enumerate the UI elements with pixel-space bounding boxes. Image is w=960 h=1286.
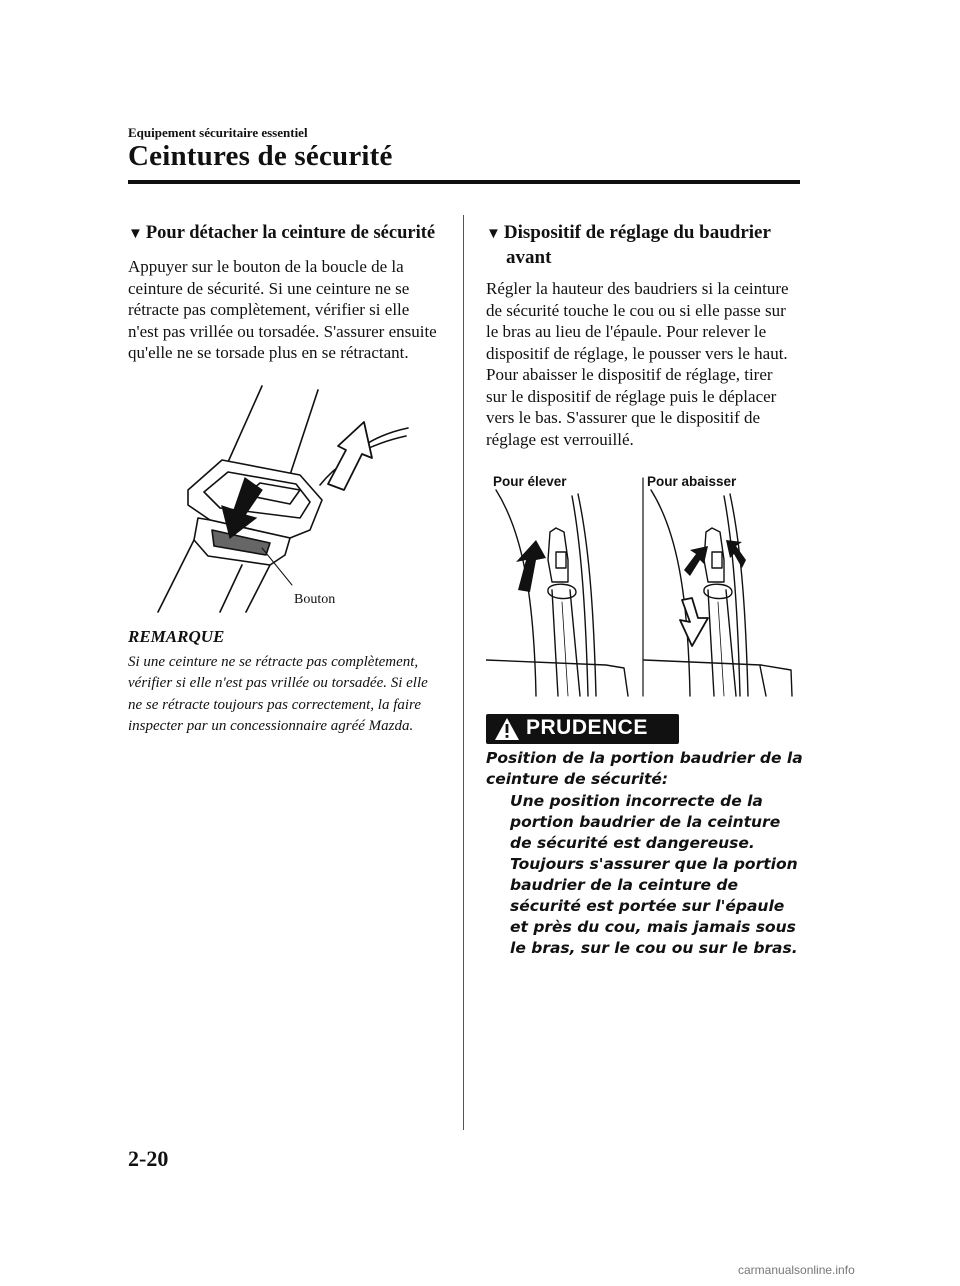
- note-title: REMARQUE: [128, 627, 225, 646]
- caution-text: Une position incorrecte de la portion baudrier de la ceinture de sécurité est dangereuse. Toujours s'assurer que la portion baudrier de la ceinture de sécurité est portée sur l'épaule et près du cou, mais jamais sous le bras, sur le cou ou sur le bras.: [510, 792, 798, 957]
- warning-triangle-icon: [494, 717, 520, 741]
- note-text: Si une ceinture ne se rétracte pas complètement, vérifier si elle n'est pas vrillée ou torsadée. Si elle ne se rétracte toujours pas correctement, la faire inspecter par un concessionnaire agréé Mazda.: [128, 654, 428, 734]
- lower-label: Pour abaisser: [647, 474, 737, 489]
- right-heading-line2: avant: [506, 247, 552, 268]
- left-heading: [128, 221, 458, 246]
- down-triangle-icon: ▼: [486, 226, 501, 242]
- caution-title: Position de la portion baudrier de la ceinture de sécurité:: [486, 749, 803, 788]
- right-heading: [486, 221, 806, 270]
- column-divider: [463, 215, 464, 1130]
- down-triangle-icon: ▼: [128, 226, 143, 242]
- caution-label: PRUDENCE: [526, 716, 648, 739]
- raise-label: Pour élever: [493, 474, 567, 489]
- left-body-text: Appuyer sur le bouton de la boucle de la ceinture de sécurité. Si une ceinture ne se rétracte pas complètement, vérifier si elle n'est pas vrillée ou torsadée. S'assurer ensuite qu'elle ne se torsade plus en se rétractant.: [128, 257, 437, 362]
- button-label: Bouton: [294, 592, 336, 607]
- footer-watermark: carmanualsonline.info: [738, 1263, 855, 1277]
- title-rule: [128, 180, 800, 184]
- page-number: 2-20: [128, 1146, 169, 1171]
- chapter-title: Ceintures de sécurité: [128, 140, 393, 172]
- right-heading-line1: Dispositif de réglage du baudrier: [503, 222, 771, 243]
- section-label: Equipement sécuritaire essentiel: [128, 125, 308, 140]
- caution-banner: [486, 714, 679, 744]
- buckle-release-illustration: [150, 380, 430, 615]
- right-body-text: Régler la hauteur des baudriers si la ceinture de sécurité touche le cou ou si elle passe sur le bras au lieu de l'épaule. Pour relever le dispositif de réglage, le pousser vers le haut. Pour abaisser le dispositif de réglage, tirer sur le dispositif de réglage puis le déplacer vers le bas. S'assurer que le dispositif de réglage est verrouillé.: [486, 279, 789, 449]
- shoulder-anchor-adjuster-illustration: [486, 470, 801, 700]
- left-heading-text: Pour détacher la ceinture de sécurité: [145, 223, 436, 243]
